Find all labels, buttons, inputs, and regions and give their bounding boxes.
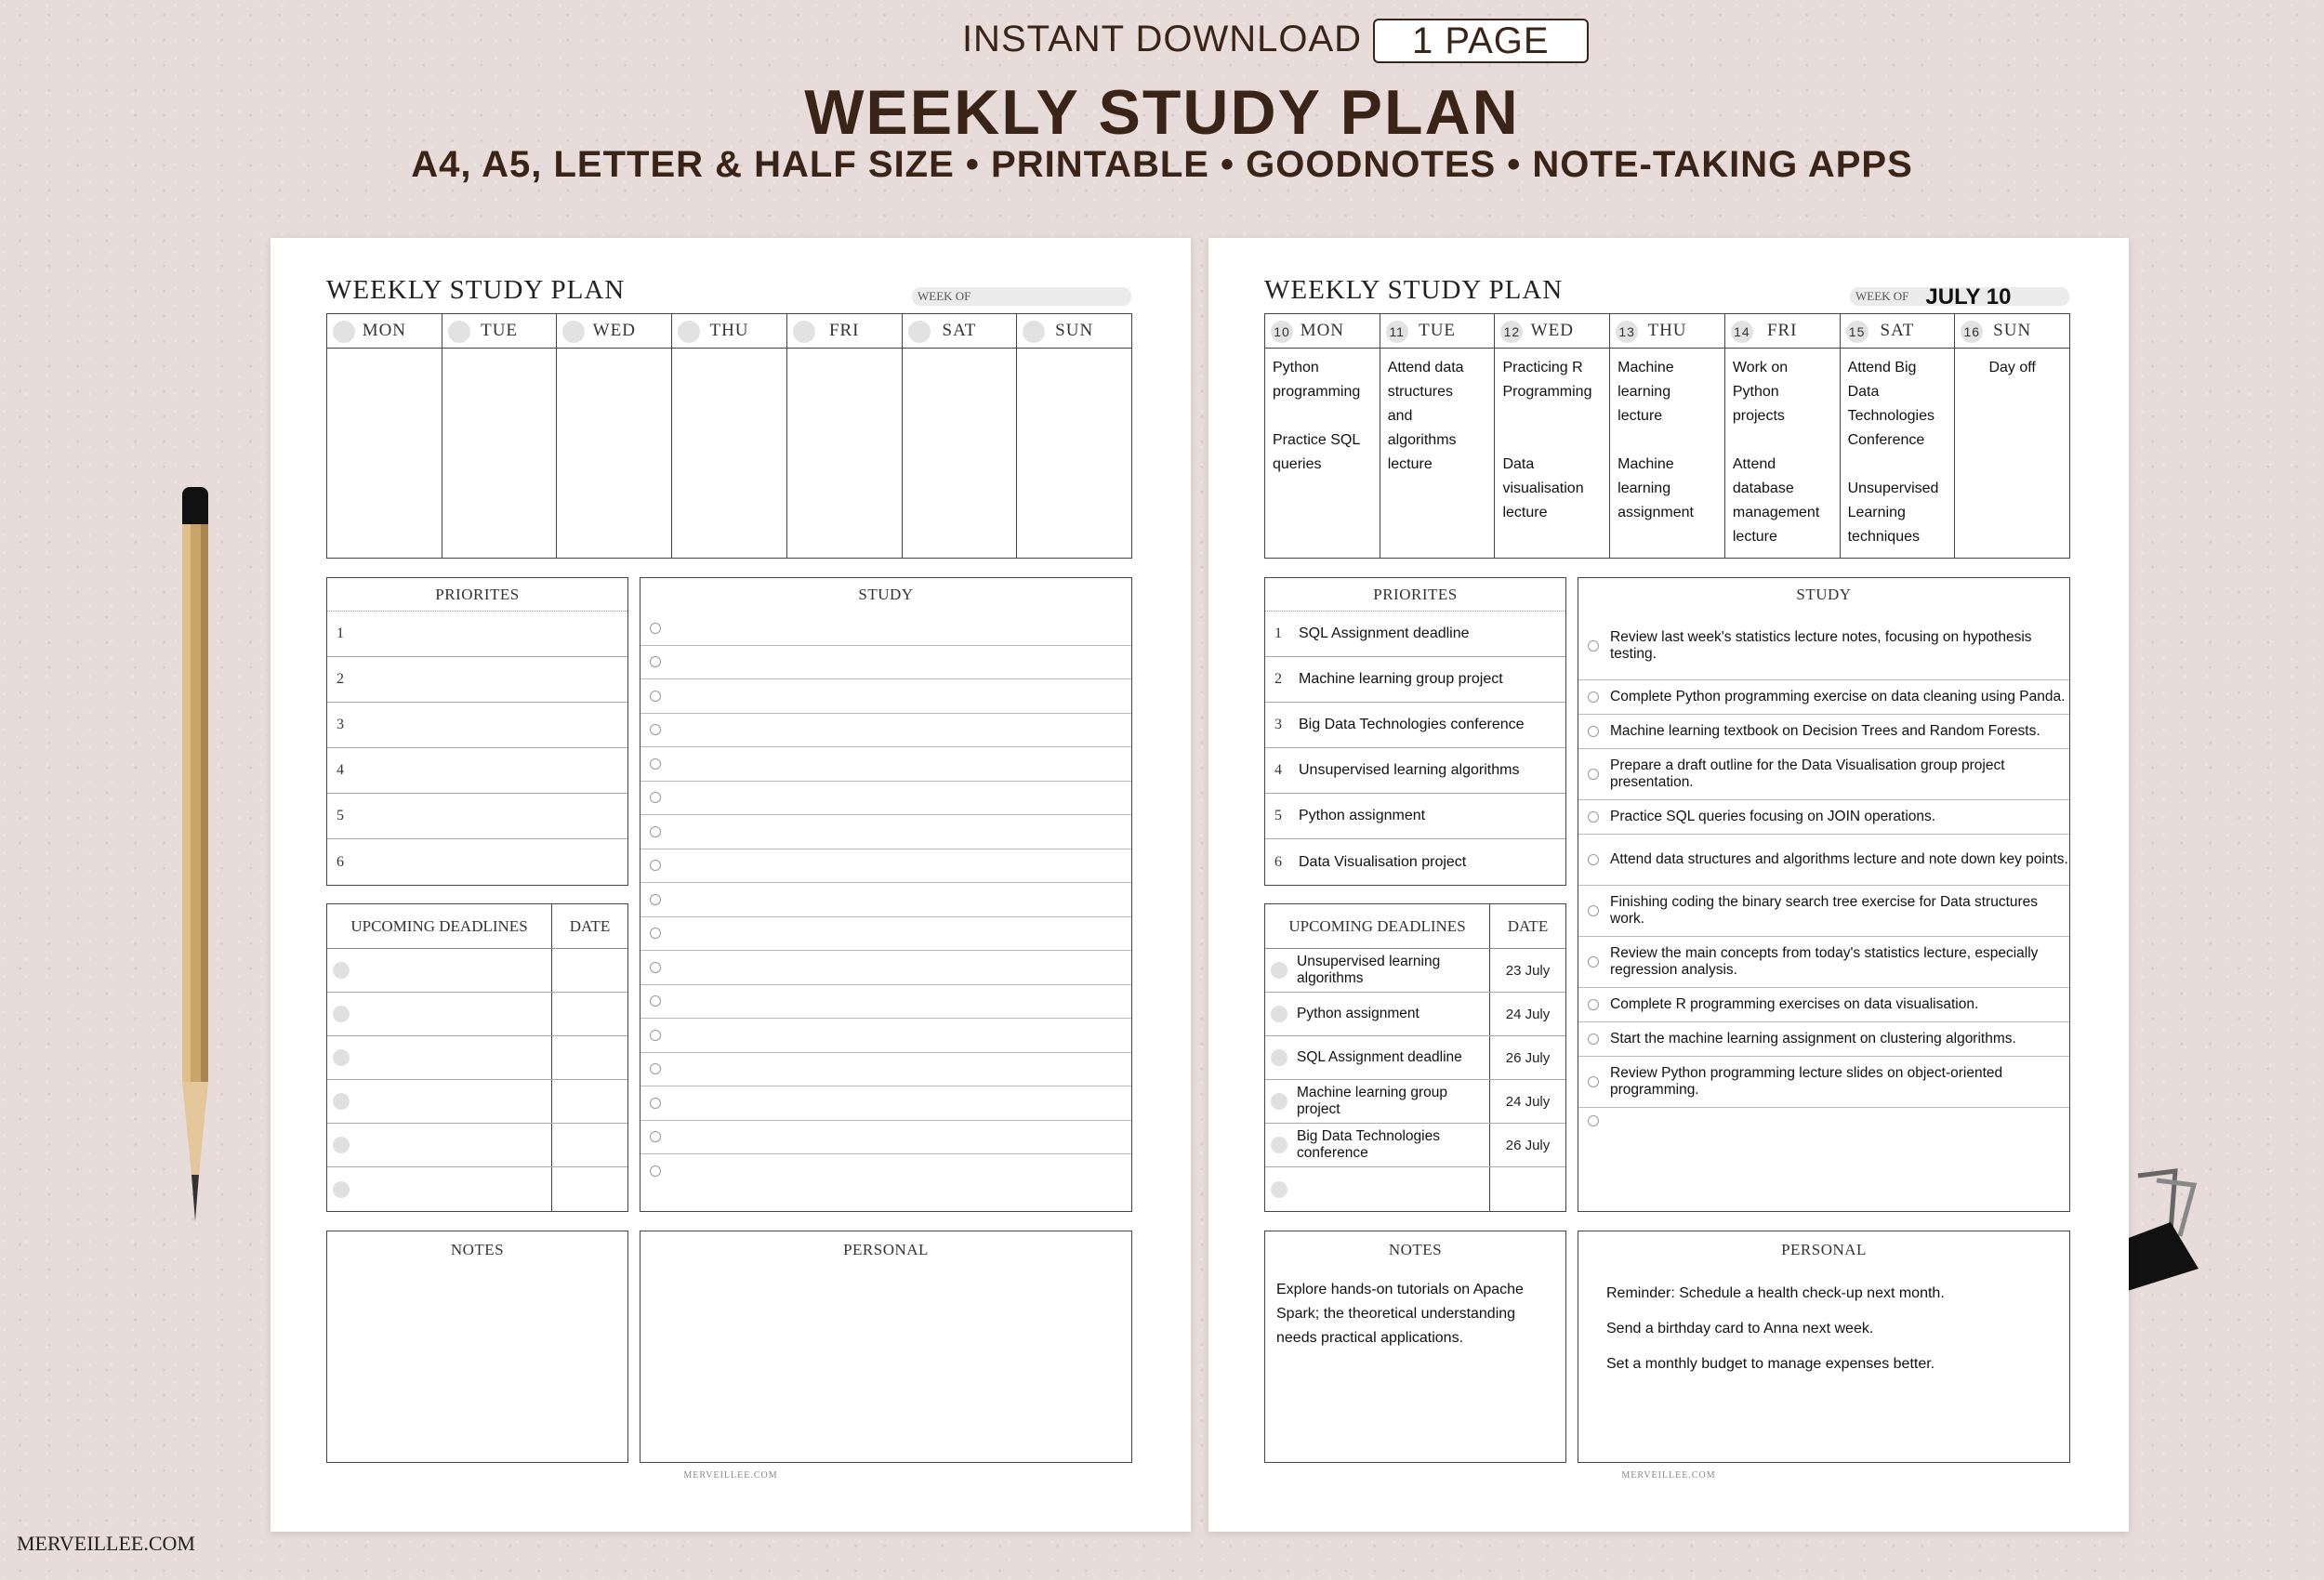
filled-planner-page [1208,238,2129,1532]
checkbox-icon[interactable] [1588,811,1599,823]
deadline-row [327,993,627,1036]
bullet-dot-icon [333,1049,350,1066]
day-column-sun: SUN [1016,314,1131,558]
priority-row: 6 Data Visualisation project [1274,853,1467,870]
deadline-date [552,1124,627,1166]
deadline-date: 23 July [1505,962,1551,979]
priority-row: 1 [327,612,627,657]
bullet-dot-icon [333,1137,350,1153]
priority-row: 2 Machine learning group project [1265,657,1565,703]
study-row [640,679,1131,714]
personal-item: Set a monthly budget to manage expenses better. [1606,1356,1935,1372]
checkbox-icon[interactable] [650,758,661,770]
study-row: Finishing coding the binary search tree exercise for Data structures work. [1578,886,2069,937]
day-number-dot: 15 [1846,321,1868,343]
checkbox-icon[interactable] [1588,1115,1599,1126]
day-column-thu: THU [671,314,786,558]
deadline-row [1265,1036,1565,1080]
checkbox-icon[interactable] [650,894,661,905]
planner-title: WEEKLY STUDY PLAN [326,275,626,305]
checkbox-icon[interactable] [1588,854,1599,865]
deadline-task [327,1080,552,1123]
checkbox-icon[interactable] [650,995,661,1007]
personal-item: Reminder: Schedule a health check-up next month. [1606,1285,1945,1301]
day-number-dot: 16 [1961,321,1983,343]
days-grid [326,313,1132,559]
checkbox-icon[interactable] [1588,769,1599,780]
bullet-dot-icon [333,1093,350,1110]
day-number-dot: 14 [1731,321,1753,343]
study-row [640,951,1131,985]
day-number-dot: 12 [1500,321,1523,343]
checkbox-icon[interactable] [650,1165,661,1177]
priority-row: 4 Unsupervised learning algorithms [1265,748,1565,794]
study-row: Review last week's statistics lecture notes, focusing on hypothesis testing. [1578,612,2069,680]
footer-brand: MERVEILLEE.COM [683,1470,778,1481]
study-box: STUDY Review last week's statistics lecture notes, focusing on hypothesis testing. Complete Python programming exercise on data cleaning using Panda. Machine learning textbook on Decision Trees and Random Forests. Prepare a draft outline for the Data Visualisation group project presentation. Practice SQL queries focusing on JOIN operations. Attend data structures and algorithms lecture and note down key points. Finishing coding the binary search tree exercise for Data structures work. Review the main concepts from today's statistics lecture, especially regression analysis. Complete R programming exercises on data visualisation. Start the machine learning assignment on clustering algorithms. Review Python programming lecture slides on object-oriented programming. [1578,577,2070,1212]
study-row: Review the main concepts from today's statistics lecture, especially regression analysis. [1578,937,2069,988]
priority-row: 3 Big Data Technologies conference [1265,703,1565,748]
study-box: STUDY [640,577,1132,1212]
study-row [640,849,1131,884]
notes-text: Explore hands-on tutorials on Apache Spark; the theoretical understanding needs practical applications. [1276,1282,1524,1346]
priority-row: 4 [327,748,627,794]
day-column [1724,314,1840,558]
bullet-dot-icon [1271,1049,1287,1066]
study-row [640,1019,1131,1053]
study-row [1578,1108,2069,1133]
day-column [1380,314,1495,558]
checkbox-icon[interactable] [1588,905,1599,916]
study-row [640,782,1131,816]
day-column [1494,314,1609,558]
priority-row: 1 SQL Assignment deadline [1265,612,1565,657]
priority-text: Data Visualisation project [1299,853,1467,870]
day-tasks: Machine learning lecture Machine learning assignment [1618,360,1694,520]
blank-planner-page [271,238,1191,1532]
checkbox-icon[interactable] [1588,1034,1599,1045]
checkbox-icon[interactable] [650,792,661,803]
week-value: JULY 10 [1925,284,2012,310]
page-count-badge: 1 PAGE [1373,19,1589,63]
study-row: Practice SQL queries focusing on JOIN operations. [1578,800,2069,835]
day-column [1954,314,2069,558]
priorities-box: PRIORITES 1 SQL Assignment deadline 2 Machine learning group project 3 Big Data Technologies conference 4 Unsupervised learning algorithms 5 Python assignment 6 Data Visualisation project [1264,577,1566,886]
checkbox-icon[interactable] [650,1063,661,1074]
checkbox-icon[interactable] [650,623,661,634]
study-row: Prepare a draft outline for the Data Visualisation group project presentation. [1578,749,2069,800]
day-column-wed: WED [556,314,671,558]
deadline-date [552,993,627,1035]
day-header: 15 SAT [1841,314,1955,349]
bullet-dot-icon [1271,1181,1287,1198]
days-grid [1264,313,2070,559]
study-row: Attend data structures and algorithms lecture and note down key points. [1578,835,2069,886]
priority-text: Big Data Technologies conference [1299,717,1525,732]
day-header: 12 WED [1495,314,1609,349]
day-number-dot [562,321,585,343]
day-tasks: Practicing R Programming Data visualisation lecture [1502,360,1592,520]
study-row [640,815,1131,849]
checkbox-icon[interactable] [650,860,661,871]
study-row: Complete R programming exercises on data visualisation. [1578,988,2069,1022]
day-column-sat: SAT [902,314,1017,558]
study-row [640,1154,1131,1189]
priority-row: 5 Python assignment [1265,794,1565,839]
priorities-box: PRIORITES 1 2 3 4 5 6 [326,577,628,886]
planner-title: WEEKLY STUDY PLAN [1264,275,1564,305]
study-row: Review Python programming lecture slides on object-oriented programming. [1578,1057,2069,1108]
day-header: 10 MON [1265,314,1380,349]
deadline-date [552,1036,627,1079]
day-column-fri: FRI [786,314,902,558]
deadline-task [327,1036,552,1079]
day-header: 11 TUE [1380,314,1495,349]
day-header: 14 FRI [1725,314,1840,349]
priority-row: 3 [327,703,627,748]
footer-brand: MERVEILLEE.COM [1621,1470,1716,1481]
bullet-dot-icon [333,1006,350,1022]
study-row [640,714,1131,748]
study-row [640,747,1131,782]
deadline-row [327,949,627,993]
day-tasks: Attend Big Data Technologies Conference Unsupervised Learning techniques [1847,360,1939,545]
study-row [640,1053,1131,1087]
notes-box: NOTES Explore hands-on tutorials on Apache Spark; the theoretical understanding needs practical applications. [1264,1231,1566,1463]
study-row [640,1086,1131,1121]
day-number-dot [908,321,931,343]
priority-row: 6 [337,853,344,870]
day-column-tue: TUE [442,314,557,558]
checkbox-icon[interactable] [650,1131,661,1142]
deadline-task [327,993,552,1035]
deadline-task [327,1167,552,1211]
checkbox-icon[interactable] [650,962,661,973]
checkbox-icon[interactable] [1588,1076,1599,1087]
deadline-date [552,949,627,992]
day-tasks: Day off [1988,360,2036,375]
checkbox-icon[interactable] [650,1098,661,1109]
study-row: Start the machine learning assignment on clustering algorithms. [1578,1022,2069,1057]
deadline-task: Unsupervised learning algorithms [1265,949,1490,992]
deadlines-box: UPCOMING DEADLINES DATE Unsupervised learning algorithms 23 July Python assignment 24 July SQL Assignment deadline 26 July Machine learning group project 24 July Big Data Technologies conference 26 July [1264,903,1566,1212]
bullet-dot-icon [333,962,350,979]
header-instant-download: INSTANT DOWNLOAD 1 PAGE [0,19,2324,60]
day-column [1609,314,1724,558]
priority-row: 2 [327,657,627,703]
brand-logo-text: MERVEILLEE.COM [17,1532,195,1555]
deadline-date [552,1167,627,1211]
deadline-date [1490,1167,1565,1211]
day-number-dot [793,321,815,343]
study-row [640,985,1131,1020]
day-number-dot: 11 [1386,321,1408,343]
priority-row: 5 [327,794,627,839]
deadline-task: Machine learning group project [1265,1080,1490,1123]
deadline-row [327,1080,627,1124]
study-row [640,917,1131,952]
deadline-task: SQL Assignment deadline [1265,1036,1490,1079]
deadline-date: 26 July [1505,1049,1551,1066]
study-row [640,646,1131,680]
day-tasks: Python programming Practice SQL queries [1273,360,1361,472]
deadlines-box: UPCOMING DEADLINES DATE [326,903,628,1212]
checkbox-icon[interactable] [650,928,661,939]
checkbox-icon[interactable] [650,656,661,667]
deadline-task [327,949,552,992]
study-row: Complete Python programming exercise on data cleaning using Panda. [1578,680,2069,715]
day-number-dot [678,321,700,343]
study-row [640,612,1131,646]
checkbox-icon[interactable] [1588,999,1599,1010]
bullet-dot-icon [1271,962,1287,979]
week-of-field: WEEK OF JULY 10 [1850,287,2069,306]
checkbox-icon[interactable] [650,691,661,702]
study-list [640,612,1131,1189]
checkbox-icon[interactable] [1588,726,1599,737]
checkbox-icon[interactable] [1588,691,1599,703]
priority-text: SQL Assignment deadline [1299,625,1470,641]
deadline-row [1265,1167,1565,1211]
deadline-row [327,1036,627,1080]
deadline-row [1265,949,1565,993]
deadline-task [327,1124,552,1166]
day-number-dot: 10 [1271,321,1293,343]
study-row [640,883,1131,917]
deadline-row [327,1167,627,1211]
deadline-date: 26 July [1505,1137,1551,1153]
day-number-dot [333,321,355,343]
day-column [1840,314,1955,558]
deadline-task: Big Data Technologies conference [1265,1124,1490,1166]
bullet-dot-icon [1271,1006,1287,1022]
deadline-row [327,1124,627,1167]
checkbox-icon[interactable] [650,1030,661,1041]
day-header: 13 THU [1610,314,1724,349]
day-number-dot [448,321,470,343]
personal-box: PERSONAL Reminder: Schedule a health check-up next month. Send a birthday card to Anna next week. Set a monthly budget to manage expenses better. [1578,1231,2070,1463]
priority-text: Unsupervised learning algorithms [1299,762,1520,778]
deadline-date: 24 July [1505,1006,1551,1022]
day-number-dot: 13 [1616,321,1638,343]
personal-box: PERSONAL [640,1231,1132,1463]
personal-item: Send a birthday card to Anna next week. [1606,1321,1874,1336]
deadline-task [1265,1167,1490,1211]
main-title: WEEKLY STUDY PLAN [804,77,1520,148]
bullet-dot-icon [1271,1137,1287,1153]
day-tasks: Work on Python projects Attend database management lecture [1732,360,1820,545]
study-row [640,1121,1131,1155]
checkbox-icon[interactable] [1588,640,1599,652]
notes-box: NOTES [326,1231,628,1463]
bullet-dot-icon [333,1181,350,1198]
day-number-dot [1023,321,1045,343]
day-column [1265,314,1380,558]
priority-text: Python assignment [1299,808,1426,823]
deadline-task: Python assignment [1265,993,1490,1035]
checkbox-icon[interactable] [650,826,661,837]
day-header: 16 SUN [1955,314,2069,349]
deadline-row [1265,993,1565,1036]
day-tasks: Attend data structures and algorithms lecture [1387,360,1464,472]
deadline-date: 24 July [1505,1093,1551,1110]
bullet-dot-icon [1271,1093,1287,1110]
study-row: Machine learning textbook on Decision Trees and Random Forests. [1578,715,2069,749]
checkbox-icon[interactable] [650,724,661,735]
checkbox-icon[interactable] [1588,956,1599,968]
priority-text: Machine learning group project [1299,671,1503,687]
pencil-image [178,487,212,1231]
week-of-field: WEEK OF [912,287,1131,306]
day-column-mon: MON [327,314,442,558]
deadline-date [552,1080,627,1123]
deadline-row [1265,1080,1565,1124]
deadline-row [1265,1124,1565,1167]
subtitle: A4, A5, LETTER & HALF SIZE • PRINTABLE • GOODNOTES • NOTE-TAKING APPS [411,144,1913,185]
